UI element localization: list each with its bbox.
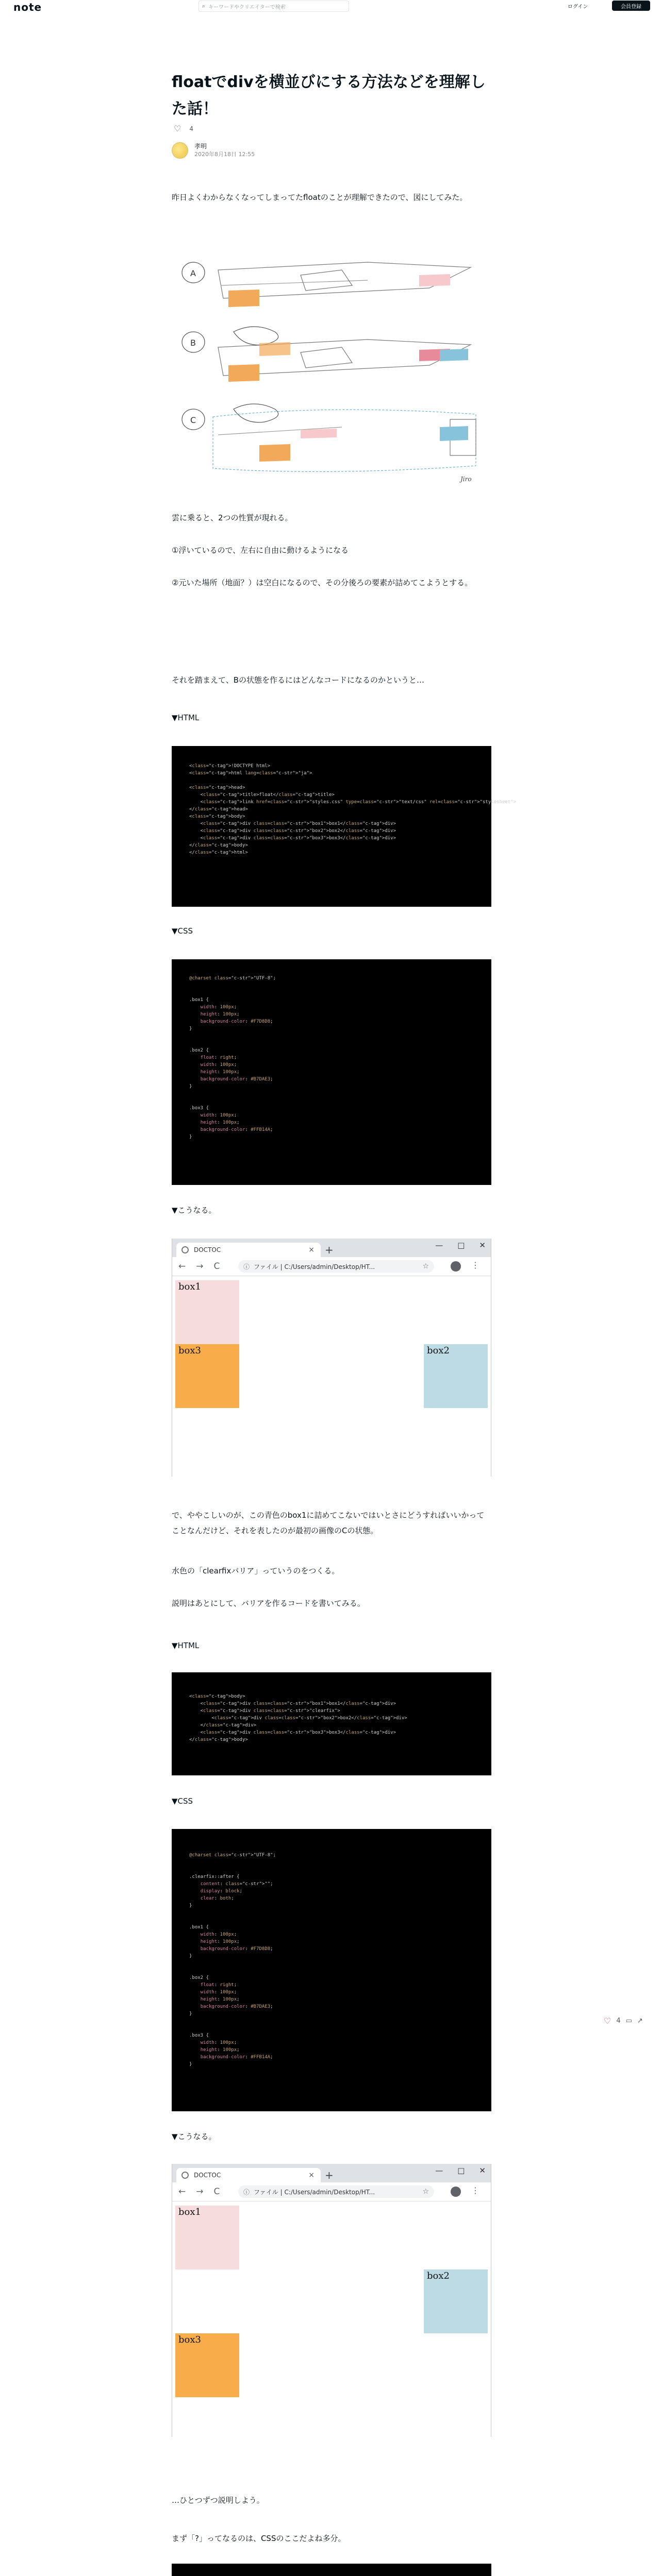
- browser-tab-title: DOCTOC: [194, 2172, 221, 2179]
- paragraph-2: ①浮いているので、左右に自由に動けるようになる: [172, 546, 349, 555]
- article-title: floatでdivを横並びにする方法などを理解した話！: [172, 73, 486, 118]
- globe-icon: [181, 1246, 189, 1253]
- paragraph-9: まず「?」ってなるのは、CSSのここだよね多分。: [172, 2534, 346, 2543]
- star-icon: ☆: [422, 2188, 429, 2196]
- code-block-html-2: [172, 1672, 491, 1775]
- account-icon: [451, 1261, 461, 1272]
- code-line: [189, 1909, 491, 1917]
- code-line: @charset class="c-str">"UTF-8";: [189, 976, 276, 981]
- login-link[interactable]: ログイン: [568, 4, 588, 10]
- code-line: <class="c-tag">html lang=class="c-str">"ja">: [189, 771, 312, 776]
- code-line: <class="c-tag">div class=class="c-str">"box2">box2</class="c-tag">div>: [189, 1716, 407, 1721]
- code-line: .box2 {: [189, 1975, 209, 1980]
- browser-tab-title: DOCTOC: [194, 1246, 221, 1253]
- star-icon: ☆: [422, 1262, 429, 1270]
- code-line: background-color: #FFB14A;: [200, 2055, 273, 2060]
- signup-button[interactable]: 会員登録: [612, 1, 650, 11]
- code-line: <class="c-tag">div class=class="c-str">"box1">box1</class="c-tag">div>: [189, 821, 396, 826]
- site-header: [0, 0, 662, 14]
- code-line: .box3 {: [189, 2033, 209, 2038]
- close-window-icon: ✕: [479, 2166, 486, 2175]
- demo-box2: box2: [424, 1344, 488, 1408]
- address-text: ファイル | C:/Users/admin/Desktop/HT...: [254, 2188, 375, 2196]
- code-line: </class="c-tag">head>: [189, 807, 248, 812]
- share-icon[interactable]: ↗: [637, 2017, 643, 2025]
- code-line: [189, 982, 491, 989]
- code-line: background-color: #F7D8D8;: [200, 1946, 273, 1952]
- code-line: <class="c-tag">title>float</class="c-tag">title>: [189, 792, 335, 798]
- code-line: [189, 1090, 491, 1097]
- code-line: background-color: #FFB14A;: [200, 1127, 273, 1132]
- sketch-label-c: C: [190, 415, 196, 425]
- info-icon: ⓘ: [243, 1263, 250, 1270]
- floating-action-bar: [604, 2016, 643, 2026]
- code-line: [189, 2025, 491, 2032]
- code-line: height: 100px;: [200, 1070, 240, 1075]
- code-line: <class="c-tag">div class=class="c-str">"box2">box2</class="c-tag">div>: [189, 828, 396, 834]
- code-line: <class="c-tag">div class=class="c-str">"box3">box3</class="c-tag">div>: [189, 836, 396, 841]
- browser-tab: [176, 2168, 321, 2182]
- code-line: [189, 989, 491, 996]
- comment-icon[interactable]: ▭: [625, 2017, 632, 2025]
- like-heart-icon[interactable]: ♡: [604, 2016, 611, 2026]
- paragraph-5: で、ややこしいのが、この青色のbox1に詰めてこないではいとさにどうすればいいかってことなんだけど、それを表したのが最初の画像のCの状態。: [172, 1511, 485, 1535]
- code-line: .box2 {: [189, 1048, 209, 1053]
- code-line: </class="c-tag">body>: [189, 843, 248, 848]
- code-line: <class="c-tag">div class=class="c-str">"clearfix">: [189, 1708, 340, 1714]
- demo-box3: box3: [175, 1344, 239, 1408]
- new-tab-icon: +: [325, 2169, 334, 2181]
- code-line: <class="c-tag">head>: [189, 785, 245, 790]
- reload-icon: C: [213, 1261, 220, 1272]
- forward-icon: →: [196, 2187, 204, 2197]
- code-line: [189, 1040, 491, 1047]
- label-result-1: ▼こうなる。: [172, 1206, 217, 1215]
- paragraph-7: 説明はあとにして、バリアを作るコードを書いてみる。: [172, 1599, 365, 1608]
- code-line: </class="c-tag">div>: [189, 1723, 257, 1728]
- close-tab-icon: ×: [308, 2171, 315, 2179]
- demo-box1: box1: [175, 1280, 239, 1344]
- forward-icon: →: [196, 1261, 204, 1272]
- code-line: @charset class="c-str">"UTF-8";: [189, 1853, 276, 1858]
- code-line: }: [189, 2011, 192, 2016]
- code-line: width: 100px;: [200, 1932, 237, 1937]
- code-line: <class="c-tag">div class=class="c-str">"box3">box3</class="c-tag">div>: [189, 1730, 396, 1735]
- like-bar: [174, 124, 193, 133]
- code-line: [189, 1917, 491, 1924]
- code-block-css-2: [172, 1829, 491, 2111]
- code-block-html-1: [172, 746, 517, 907]
- code-line: width: 100px;: [200, 1113, 237, 1118]
- search-icon: ⌕: [202, 3, 206, 9]
- code-line: height: 100px;: [200, 1997, 240, 2002]
- label-css-1: ▼CSS: [172, 926, 193, 936]
- code-line: background-color: #F7D8D8;: [200, 1019, 273, 1024]
- code-line: height: 100px;: [200, 1120, 240, 1125]
- code-line: .box1 {: [189, 997, 209, 1003]
- code-line: <class="c-tag">!DOCTYPE html>: [189, 764, 271, 769]
- float-sketch-illustration: [172, 249, 491, 486]
- label-html-1: ▼HTML: [172, 713, 200, 722]
- floating-like-count: 4: [616, 2017, 621, 2025]
- code-line: <class="c-tag">div class=class="c-str">"box1">box1</class="c-tag">div>: [189, 1701, 396, 1706]
- close-window-icon: ✕: [479, 1241, 486, 1250]
- paragraph-intro: 昨日よくわからなくなってしまってたfloatのことが理解できたので、図にしてみた。: [172, 193, 468, 202]
- search-placeholder: キーワードやクリエイターで検索: [208, 4, 286, 10]
- code-line: display: block;: [200, 1889, 242, 1894]
- code-block-css-3: [172, 2564, 491, 2576]
- demo-box3: box3: [175, 2333, 239, 2397]
- label-result-2: ▼こうなる。: [172, 2132, 217, 2141]
- code-line: </class="c-tag">html>: [189, 850, 248, 855]
- code-line: width: 100px;: [200, 2040, 237, 2045]
- browser-tab: [176, 1243, 321, 1257]
- search-input[interactable]: [198, 1, 349, 12]
- code-line: [189, 1859, 491, 1866]
- author-row: [172, 142, 255, 159]
- globe-icon: [181, 2172, 189, 2179]
- maximize-icon: □: [457, 1241, 465, 1250]
- code-line: }: [189, 1084, 192, 1089]
- code-line: height: 100px;: [200, 2047, 240, 2053]
- code-line: float: right;: [200, 1055, 237, 1060]
- code-line: width: 100px;: [200, 1062, 237, 1067]
- sketch-label-a: A: [190, 268, 196, 278]
- account-icon: [451, 2187, 461, 2197]
- info-icon: ⓘ: [243, 2188, 250, 2196]
- sketch-label-b: B: [190, 338, 196, 348]
- paragraph-1: 雲に乗ると、2つの性質が現れる。: [172, 513, 293, 522]
- address-bar: [238, 2185, 434, 2198]
- label-css-2: ▼CSS: [172, 1797, 193, 1806]
- demo-box1: box1: [175, 2206, 239, 2269]
- maximize-icon: □: [457, 2166, 465, 2175]
- code-line: [189, 1967, 491, 1974]
- minimize-icon: —: [435, 2166, 443, 2175]
- code-line: [189, 1866, 491, 1873]
- code-line: .box3 {: [189, 1106, 209, 1111]
- code-line: width: 100px;: [200, 1990, 237, 1995]
- minimize-icon: —: [435, 1241, 443, 1250]
- menu-dots-icon: ⋮: [471, 1260, 479, 1270]
- code-line: height: 100px;: [200, 1012, 240, 1017]
- note-logo[interactable]: note: [13, 1, 42, 13]
- code-line: background-color: #B7DAE3;: [200, 1077, 273, 1082]
- address-text: ファイル | C:/Users/admin/Desktop/HT...: [254, 1263, 375, 1270]
- sketch-signature: Jiro: [460, 476, 472, 483]
- address-bar: [238, 1260, 434, 1273]
- code-line: <class="c-tag">body>: [189, 814, 245, 819]
- paragraph-4: それを踏まえて、Bの状態を作るにはどんなコードになるのかというと…: [172, 675, 424, 685]
- code-block-css-1: [172, 959, 491, 1185]
- paragraph-3: ②元いた場所（地面？）は空白になるので、その分後ろの要素が詰めてこようとする。: [172, 578, 473, 587]
- paragraph-8: …ひとつずつ説明しよう。: [172, 2496, 264, 2505]
- code-line: clear: both;: [200, 1896, 234, 1901]
- back-icon: ←: [178, 1261, 186, 1272]
- code-line: }: [189, 1026, 192, 1031]
- close-tab-icon: ×: [308, 1246, 315, 1254]
- paragraph-6: 水色の「clearfixバリア」っていうのをつくる。: [172, 1566, 340, 1575]
- reload-icon: C: [213, 2187, 220, 2197]
- code-line: height: 100px;: [200, 1939, 240, 1944]
- back-icon: ←: [178, 2187, 186, 2197]
- code-line: }: [189, 2062, 192, 2067]
- like-heart-icon[interactable]: ♡: [174, 124, 181, 133]
- label-html-2: ▼HTML: [172, 1641, 200, 1650]
- code-line: [189, 1097, 491, 1105]
- code-line: [189, 2018, 491, 2025]
- code-line: </class="c-tag">body>: [189, 1737, 248, 1742]
- like-count: 4: [189, 125, 193, 132]
- author-avatar[interactable]: [172, 142, 188, 159]
- code-line: float: right;: [200, 1982, 237, 1988]
- post-date: 2020年8月18日 12:55: [194, 151, 255, 158]
- code-line: width: 100px;: [200, 1005, 237, 1010]
- author-name[interactable]: 孝明: [194, 143, 207, 150]
- new-tab-icon: +: [325, 1244, 334, 1256]
- browser-screenshot-1: [172, 1239, 491, 1477]
- code-line: content: class="c-str">"";: [200, 1882, 273, 1887]
- code-line: <class="c-tag">link href=class="c-str">"styles.css" type=class="c-str">"text/css" rel=class="c-str">"stylesheet">: [189, 800, 517, 805]
- code-line: background-color: #B7DAE3;: [200, 2004, 273, 2009]
- browser-screenshot-2: [172, 2164, 491, 2437]
- code-line: }: [189, 1954, 192, 1959]
- code-line: }: [189, 1134, 192, 1140]
- code-line: [189, 1960, 491, 1967]
- code-line: <class="c-tag">body>: [189, 1694, 245, 1699]
- code-line: [189, 777, 491, 784]
- demo-box2: box2: [424, 2269, 488, 2333]
- code-line: [189, 1032, 491, 1040]
- code-line: }: [189, 1903, 192, 1908]
- code-line: .box1 {: [189, 1925, 209, 1930]
- menu-dots-icon: ⋮: [471, 2185, 479, 2195]
- code-line: .clearfix::after {: [189, 1874, 240, 1879]
